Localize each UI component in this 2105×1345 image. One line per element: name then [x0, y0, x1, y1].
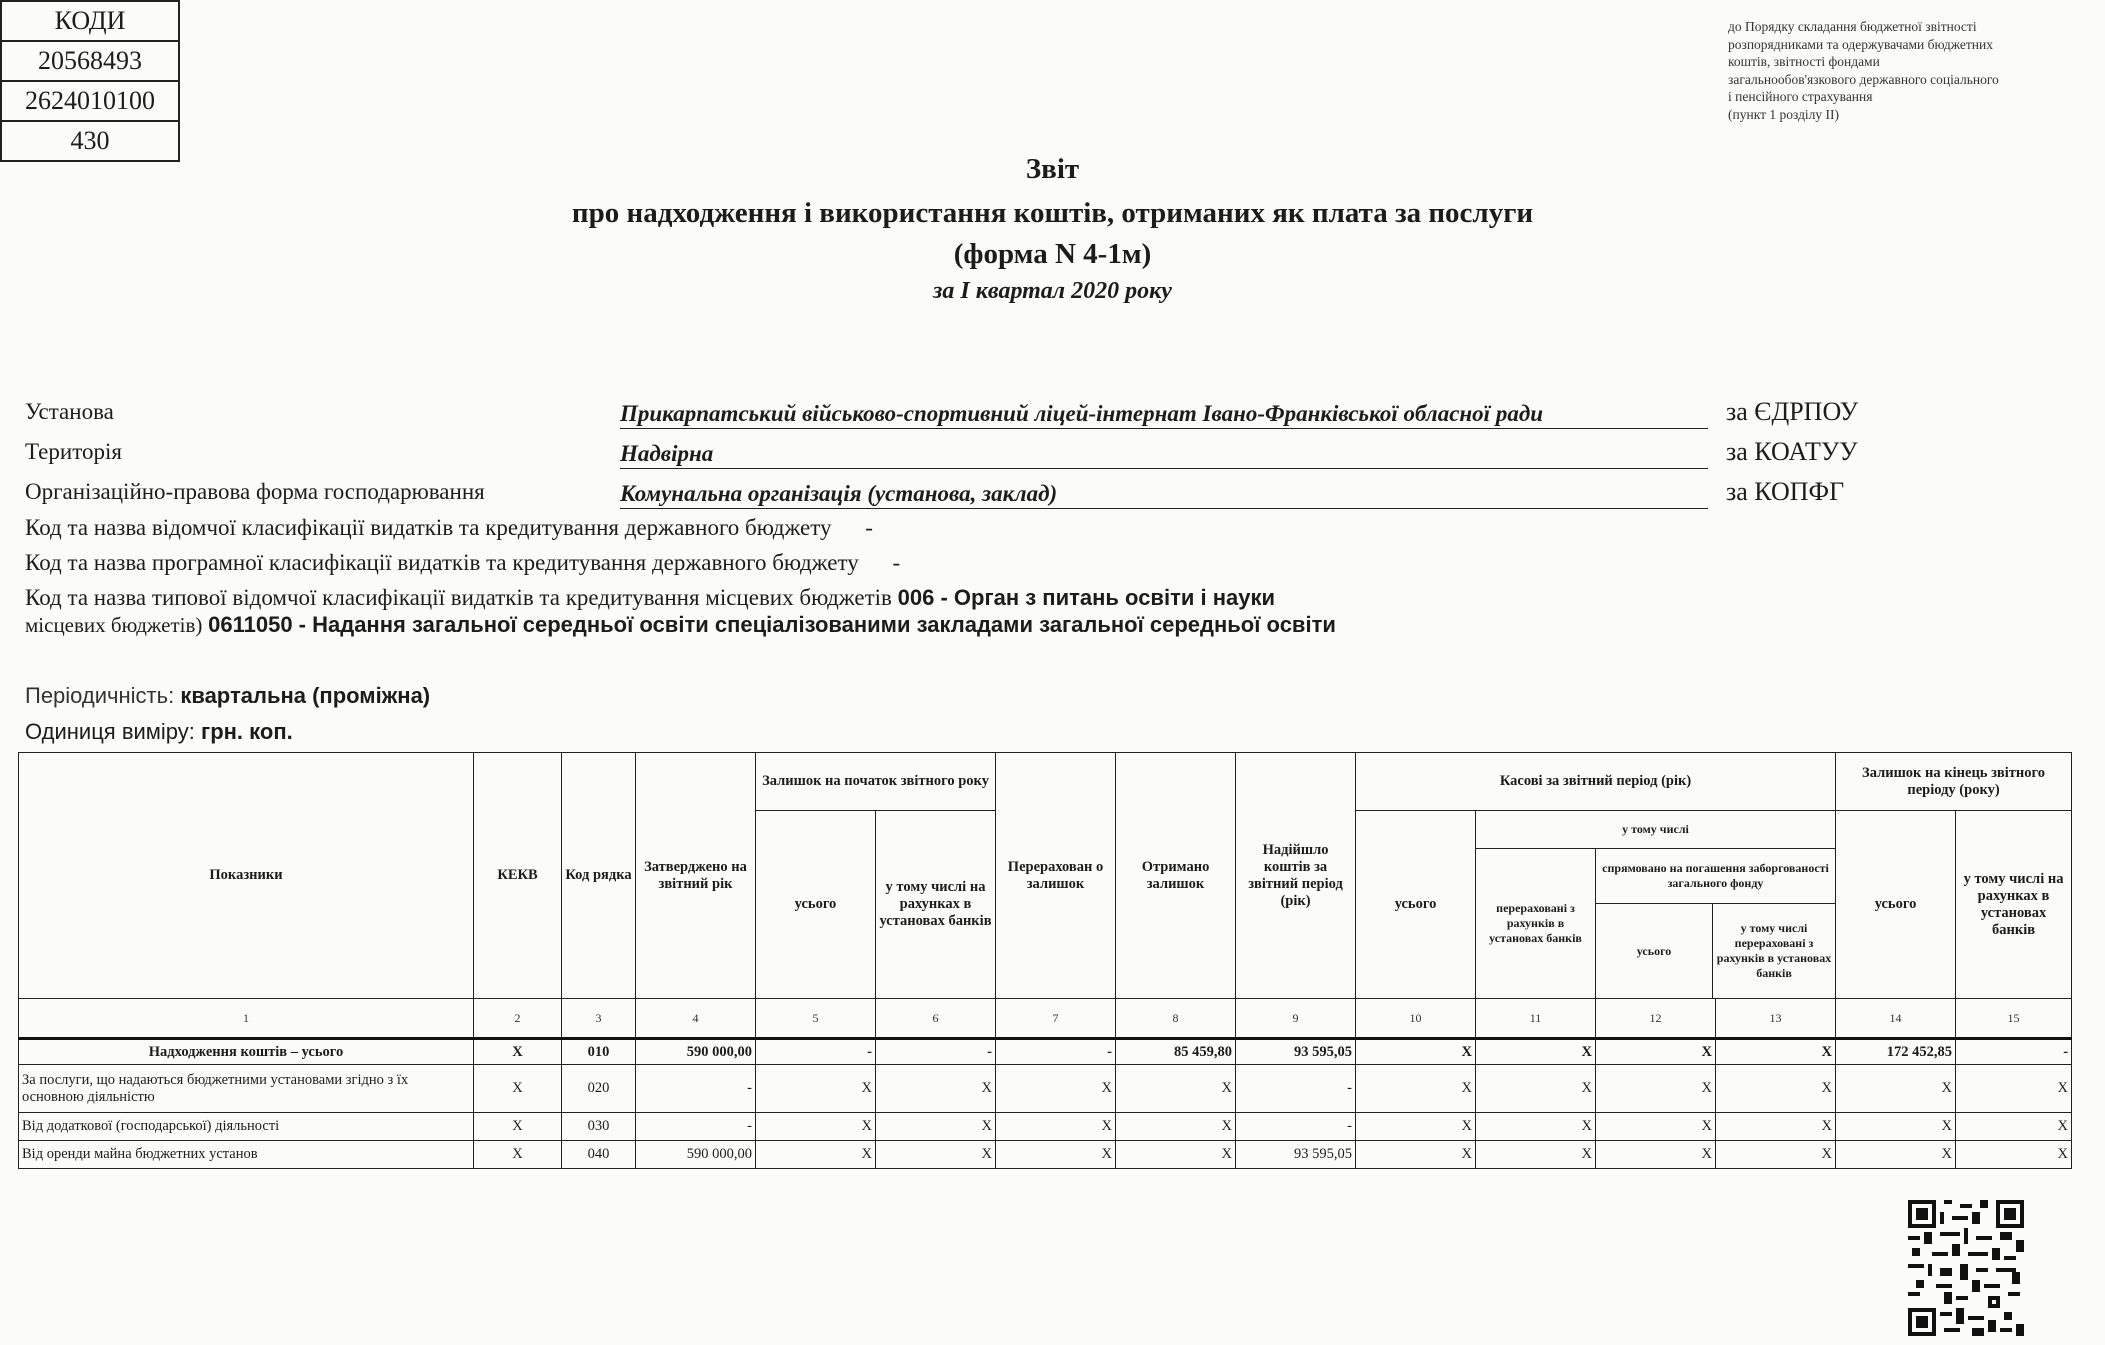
col-number: 12 — [1596, 999, 1716, 1039]
row-cell: X — [1596, 1065, 1716, 1113]
row-cell: X — [1476, 1065, 1596, 1113]
header-transferred: Перерахован о залишок — [996, 753, 1116, 999]
row-cell: - — [636, 1065, 756, 1113]
report-table — [18, 752, 2072, 1169]
unit-value: грн. коп. — [201, 719, 293, 744]
col-number: 10 — [1356, 999, 1476, 1039]
legal-form-label: Організаційно-правова форма господарювання — [25, 479, 485, 504]
typical-classification-label: Код та назва типової відомчої класифікації видатків та кредитування місцевих бюджетів — [25, 585, 892, 610]
header-debt-repay: спрямовано на погашення заборгованості загального фонду — [1596, 849, 1835, 904]
note-line: розпорядниками та одержувачами бюджетних — [1728, 36, 1994, 52]
row-cell: X — [996, 1113, 1116, 1141]
header-row-code: Код рядка — [562, 753, 636, 999]
periodicity-value: квартальна (проміжна) — [180, 683, 431, 708]
col-number: 2 — [474, 999, 562, 1039]
periodicity-label: Періодичність: — [25, 683, 175, 708]
local-budget-classification — [25, 612, 1336, 638]
typical-classification-value: 006 - Орган з питань освіти і науки — [897, 585, 1275, 610]
regulation-note — [1728, 18, 2088, 123]
row-cell: X — [1716, 1141, 1836, 1169]
row-cell: - — [636, 1113, 756, 1141]
header-debt-total: усього — [1596, 904, 1713, 998]
kopfg-value: 430 — [1, 121, 179, 161]
row-cell: - — [1956, 1039, 2072, 1065]
col-number: 9 — [1236, 999, 1356, 1039]
table-row — [19, 1141, 2072, 1169]
row-cell: X — [1836, 1065, 1956, 1113]
report-period: за I квартал 2020 року — [933, 278, 1172, 304]
header-received: Отримано залишок — [1116, 753, 1236, 999]
codes-header: КОДИ — [1, 1, 179, 41]
program-classification-label — [25, 550, 900, 576]
row-cell: X — [876, 1141, 996, 1169]
row-cell: X — [756, 1113, 876, 1141]
note-line: (пункт 1 розділу II) — [1728, 106, 1840, 122]
row-cell: X — [1116, 1113, 1236, 1141]
row-cell: X — [1356, 1113, 1476, 1141]
dept-classification-value: - — [865, 515, 873, 540]
row-cell: X — [1116, 1141, 1236, 1169]
row-kekv: X — [474, 1065, 562, 1113]
header-kekv: КЕКВ — [474, 753, 562, 999]
row-cell: X — [1836, 1113, 1956, 1141]
edrpou-label: за ЄДРПОУ — [1726, 397, 1859, 426]
col-number: 1 — [19, 999, 474, 1039]
row-code: 010 — [562, 1039, 636, 1065]
row-cell: 85 459,80 — [1116, 1039, 1236, 1065]
program-classification-text: Код та назва програмної класифікації видатків та кредитування державного бюджету — [25, 550, 859, 575]
note-line: і пенсійного страхування — [1728, 89, 1873, 104]
local-budget-value: 0611050 - Надання загальної середньої освіти спеціалізованими закладами загальної середньої освіти — [208, 612, 1336, 637]
header-cash-total: усього — [1356, 811, 1476, 999]
row-kekv: X — [474, 1039, 562, 1065]
row-cell: X — [1476, 1113, 1596, 1141]
codes-box — [0, 0, 180, 162]
row-cell: X — [1596, 1039, 1716, 1065]
row-cell: - — [756, 1039, 876, 1065]
row-cell: X — [1956, 1065, 2072, 1113]
row-name: Від додаткової (господарської) діяльності — [19, 1113, 474, 1141]
col-number: 5 — [756, 999, 876, 1039]
col-number: 11 — [1476, 999, 1596, 1039]
row-cell: X — [1716, 1113, 1836, 1141]
row-cell: 93 595,05 — [1236, 1039, 1356, 1065]
col-number: 4 — [636, 999, 756, 1039]
institution-label: Установа — [25, 399, 114, 424]
header-start-banks: у тому числі на рахунках в установах банків — [876, 811, 996, 999]
dept-classification-label — [25, 515, 873, 541]
row-cell: X — [876, 1065, 996, 1113]
edrpou-value: 20568493 — [1, 41, 179, 81]
row-cell: X — [1716, 1065, 1836, 1113]
header-end-banks: у тому числі на рахунках в установах банків — [1956, 811, 2072, 999]
unit-of-measure — [25, 719, 293, 745]
koatuu-label: за КОАТУУ — [1726, 437, 1858, 466]
typical-classification — [25, 585, 1275, 611]
header-start-total: усього — [756, 811, 876, 999]
table-row — [19, 1113, 2072, 1141]
header-incoming: Надійшло коштів за звітний період (рік) — [1236, 753, 1356, 999]
koatuu-value: 2624010100 — [1, 81, 179, 121]
column-numbers-row — [19, 999, 2072, 1039]
row-cell: - — [996, 1039, 1116, 1065]
row-cell: X — [1476, 1141, 1596, 1169]
header-indicators: Показники — [19, 753, 474, 999]
row-cell: X — [756, 1141, 876, 1169]
report-title: Звіт — [1025, 153, 1080, 185]
qr-code-icon — [1908, 1200, 2024, 1336]
col-number: 14 — [1836, 999, 1956, 1039]
row-cell: 93 595,05 — [1236, 1141, 1356, 1169]
row-cell: - — [1236, 1065, 1356, 1113]
header-approved: Затверджено на звітний рік — [636, 753, 756, 999]
row-cell: 172 452,85 — [1836, 1039, 1956, 1065]
table-row — [19, 1065, 2072, 1113]
row-name: За послуги, що надаються бюджетними установами згідно з їх основною діяльністю — [19, 1065, 474, 1113]
legal-form-value: Комунальна організація (установа, заклад) — [620, 481, 1708, 509]
row-cell: X — [756, 1065, 876, 1113]
row-cell: X — [1356, 1039, 1476, 1065]
row-cell: X — [1596, 1141, 1716, 1169]
row-code: 040 — [562, 1141, 636, 1169]
header-end-total: усього — [1836, 811, 1956, 999]
unit-label: Одиниця виміру: — [25, 719, 195, 744]
col-number: 7 — [996, 999, 1116, 1039]
col-number: 6 — [876, 999, 996, 1039]
row-cell: X — [876, 1113, 996, 1141]
table-row — [19, 1039, 2072, 1065]
note-line: до Порядку складання бюджетної звітності — [1728, 19, 1977, 34]
report-form-number: (форма N 4-1м) — [953, 238, 1152, 270]
periodicity — [25, 683, 430, 709]
header-debt-banks: у тому числі перераховані з рахунків в установах банків — [1716, 921, 1832, 980]
row-cell: X — [1356, 1065, 1476, 1113]
row-kekv: X — [474, 1141, 562, 1169]
col-number: 8 — [1116, 999, 1236, 1039]
header-including: у тому числі — [1476, 811, 1836, 849]
row-name: Надходження коштів – усього — [19, 1039, 474, 1065]
row-cell: X — [1116, 1065, 1236, 1113]
row-code: 030 — [562, 1113, 636, 1141]
col-number: 3 — [562, 999, 636, 1039]
row-cell: X — [1836, 1141, 1956, 1169]
header-balance-end: Залишок на кінець звітного періоду (року) — [1836, 753, 2072, 811]
note-line: загальнообов'язкового державного соціального — [1728, 71, 1999, 87]
row-cell: X — [1956, 1141, 2072, 1169]
territory-value: Надвірна — [620, 441, 1708, 469]
program-classification-value: - — [892, 550, 901, 575]
row-cell: X — [1356, 1141, 1476, 1169]
report-subtitle: про надходження і використання коштів, отриманих як плата за послуги — [571, 197, 1534, 229]
row-cell: X — [1716, 1039, 1836, 1065]
row-kekv: X — [474, 1113, 562, 1141]
row-cell: 590 000,00 — [636, 1141, 756, 1169]
header-debt-repay-group — [1596, 849, 1836, 999]
col-number: 15 — [1956, 999, 2072, 1039]
note-line: коштів, звітності фондами — [1728, 54, 1880, 69]
territory-label: Територія — [25, 439, 122, 464]
dept-classification-text: Код та назва відомчої класифікації видатків та кредитування державного бюджету — [25, 515, 832, 540]
row-code: 020 — [562, 1065, 636, 1113]
row-cell: X — [1476, 1039, 1596, 1065]
row-cell: - — [876, 1039, 996, 1065]
header-cash: Касові за звітний період (рік) — [1356, 753, 1836, 811]
row-cell: X — [996, 1065, 1116, 1113]
header-transferred-banks: перераховані з рахунків в установах банків — [1476, 849, 1596, 999]
header-balance-start: Залишок на початок звітного року — [756, 753, 996, 811]
kopfg-label: за КОПФГ — [1726, 477, 1845, 506]
local-budget-label: місцевих бюджетів) — [25, 613, 203, 637]
row-cell: - — [1236, 1113, 1356, 1141]
row-cell: 590 000,00 — [636, 1039, 756, 1065]
col-number: 13 — [1716, 999, 1836, 1039]
row-cell: X — [1956, 1113, 2072, 1141]
row-cell: X — [996, 1141, 1116, 1169]
row-name: Від оренди майна бюджетних установ — [19, 1141, 474, 1169]
row-cell: X — [1596, 1113, 1716, 1141]
institution-value: Прикарпатський військово-спортивний ліцей-інтернат Івано-Франківської обласної ради — [620, 401, 1708, 429]
